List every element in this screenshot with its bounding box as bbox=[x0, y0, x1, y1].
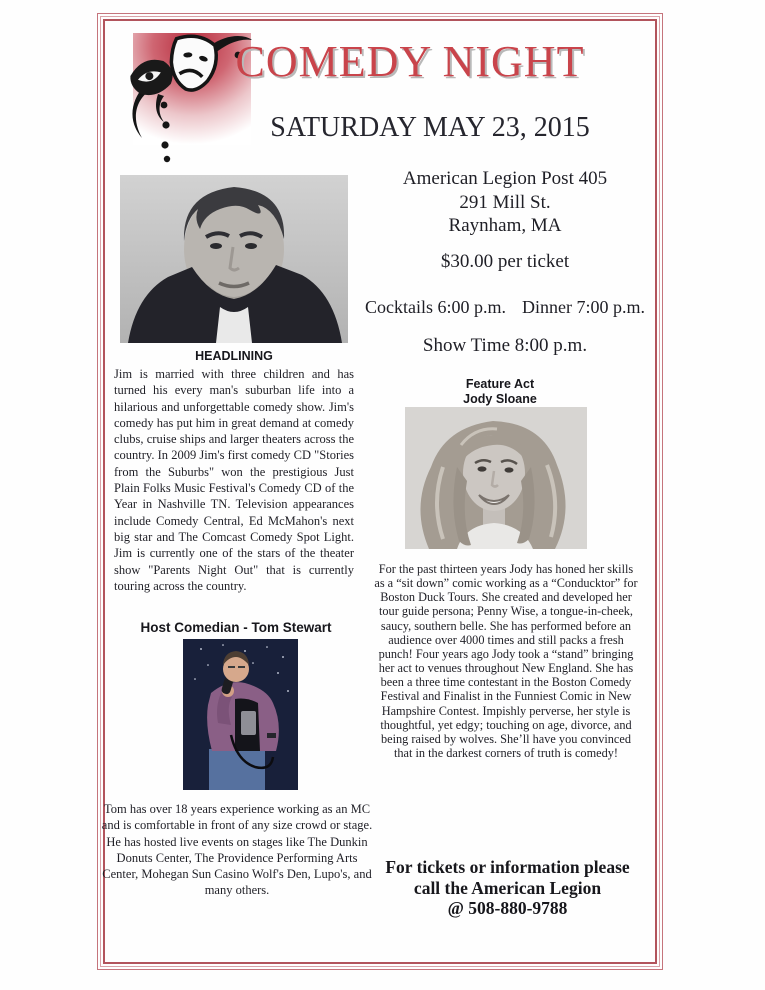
venue-block bbox=[375, 167, 635, 238]
feature-act-heading bbox=[400, 377, 600, 407]
tickets-line2: call the American Legion bbox=[413, 877, 602, 898]
venue-city: Raynham, MA bbox=[448, 215, 562, 236]
feature-act-bio: For the past thirteen years Jody has honed her skills as a “sit down” comic working as a “Conducktor” for Boston Duck Tours. She created and developed her tour guide persona; Penny Wise, a tongue-in-cheek, saucy, southern belle. She has performed before an audience over 4000 times and still packs a fresh punch! Four years ago Jody took a “stand” bringing her act to venues throughout New England. She has been a three time contestant in the Boston Comedy Festival and Finalist in the Funniest Comic in New Hampshire Contest. Impishly perverse, her style is thoughtful, yet edgy; touching on age, divorce, and being raised by wolves. She’ll have you convinced that in the darkest corners of truth is comedy! bbox=[374, 562, 638, 761]
dinner-time: Dinner 7:00 p.m. bbox=[522, 297, 645, 317]
venue-street: 291 Mill St. bbox=[459, 191, 551, 213]
host-heading: Host Comedian - Tom Stewart bbox=[140, 620, 332, 635]
show-time: Show Time 8:00 p.m. bbox=[422, 335, 588, 356]
headliner-photo bbox=[120, 175, 348, 343]
cocktails-time: Cocktails 6:00 p.m. bbox=[365, 297, 506, 317]
event-date: SATURDAY MAY 23, 2015 bbox=[270, 112, 590, 143]
venue-name: American Legion Post 405 bbox=[402, 168, 608, 189]
feature-act-label: Feature Act bbox=[465, 377, 535, 391]
headliner-heading: HEADLINING bbox=[195, 349, 273, 363]
tickets-phone: @ 508-880-9788 bbox=[447, 898, 568, 918]
ticket-price: $30.00 per ticket bbox=[440, 251, 570, 272]
host-photo bbox=[183, 639, 298, 790]
feature-act-name: Jody Sloane bbox=[463, 392, 537, 406]
feature-act-photo bbox=[405, 407, 587, 549]
page-title: COMEDY NIGHT bbox=[235, 37, 585, 86]
host-bio: Tom has over 18 years experience working as an MC and is comfortable in front of any size crowd or stage. He has hosted live events on stages like The Dunkin Donuts Center, The Providence Performing Arts Center, Mohegan Sun Casino Wolf's Den, Lupo's, and many others. bbox=[101, 802, 373, 898]
headliner-bio: Jim is married with three children and has turned his every man's suburban life into a hilarious and unforgettable comedy show. Jim's comedy has put him in great demand at comedy clubs, cruise ships and larger theaters across the country. In 2009 Jim's first comedy CD "Stories from the Suburbs" won the prestigious Just Plain Folks Music Festival's Comedy CD of the Year in Nashville TN. Television appearances include Comedy Central, Ed McMahon's next big star and The Comcast Comedy Spot Light. Jim is currently one of the stars of the theater show "Parents Night Out" that is currently touring across the country. bbox=[114, 367, 354, 593]
tickets-line1: For tickets or information please bbox=[385, 857, 630, 877]
times-row bbox=[355, 297, 655, 318]
tickets-info bbox=[380, 857, 635, 919]
